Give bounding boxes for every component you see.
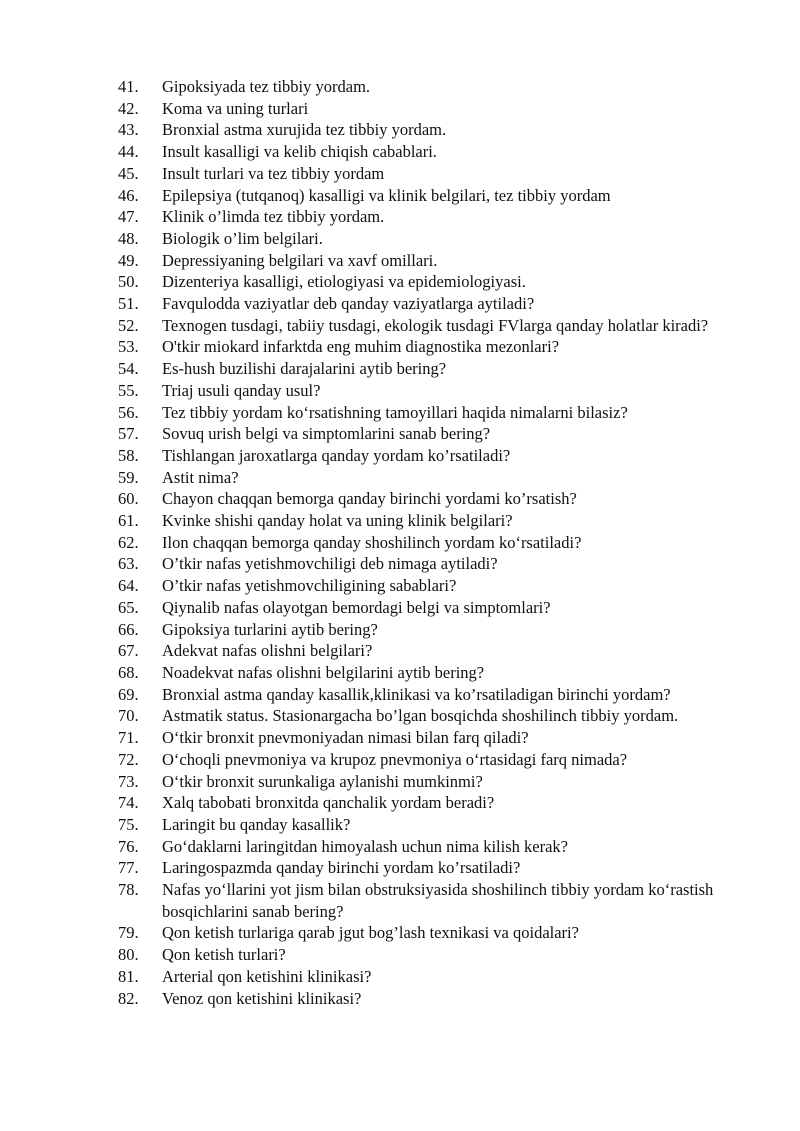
item-text: Es-hush buzilishi darajalarini aytib bering? xyxy=(162,359,447,379)
item-text: Tishlangan jaroxatlarga qanday yordam ko’rsatiladi? xyxy=(162,445,511,465)
list-item xyxy=(0,640,800,662)
list-item xyxy=(0,922,800,944)
list-item xyxy=(0,532,800,554)
item-text: O’tkir nafas yetishmovchiligi deb nimaga aytiladi? xyxy=(162,554,498,574)
item-number: 42. xyxy=(118,98,139,118)
list-item xyxy=(0,206,800,228)
list-item xyxy=(0,619,800,641)
item-text: Dizenteriya kasalligi, etiologiyasi va epidemiologiyasi. xyxy=(162,272,526,292)
item-text: Qon ketish turlariga qarab jgut bog’lash texnikasi va qoidalari? xyxy=(162,923,579,943)
item-text: Depressiyaning belgilari va xavf omillari. xyxy=(162,250,438,270)
list-item xyxy=(0,575,800,597)
list-item xyxy=(0,879,800,922)
item-text: Tez tibbiy yordam ko‘rsatishning tamoyillari haqida nimalarni bilasiz? xyxy=(162,402,628,422)
item-text: Laringospazmda qanday birinchi yordam ko’rsatiladi? xyxy=(162,858,521,878)
item-text: Astmatik status. Stasionargacha bo’lgan bosqichda shoshilinch tibbiy yordam. xyxy=(162,706,679,726)
item-number: 79. xyxy=(118,923,139,943)
item-number: 47. xyxy=(118,207,139,227)
item-number: 64. xyxy=(118,576,139,596)
item-number: 73. xyxy=(118,771,139,791)
list-item xyxy=(0,705,800,727)
list-item xyxy=(0,727,800,749)
item-text: O’tkir nafas yetishmovchiligining sabablari? xyxy=(162,576,457,596)
list-item xyxy=(0,944,800,966)
item-number: 82. xyxy=(118,988,139,1008)
item-number: 74. xyxy=(118,793,139,813)
list-item xyxy=(0,597,800,619)
item-number: 56. xyxy=(118,402,139,422)
list-item xyxy=(0,402,800,424)
item-text: Favqulodda vaziyatlar deb qanday vaziyatlarga aytiladi? xyxy=(162,294,535,314)
item-text: Triaj usuli qanday usul? xyxy=(162,380,321,400)
list-item xyxy=(0,749,800,771)
item-number: 53. xyxy=(118,337,139,357)
list-item xyxy=(0,228,800,250)
item-number: 50. xyxy=(118,272,139,292)
list-item xyxy=(0,684,800,706)
list-item xyxy=(0,250,800,272)
item-number: 52. xyxy=(118,315,139,335)
list-item xyxy=(0,293,800,315)
item-number: 62. xyxy=(118,532,139,552)
item-number: 66. xyxy=(118,619,139,639)
list-item xyxy=(0,836,800,858)
item-number: 60. xyxy=(118,489,139,509)
list-item xyxy=(0,358,800,380)
item-number: 69. xyxy=(118,684,139,704)
item-number: 75. xyxy=(118,814,139,834)
item-number: 54. xyxy=(118,359,139,379)
item-text: Koma va uning turlari xyxy=(162,98,309,118)
item-number: 71. xyxy=(118,728,139,748)
item-text: O‘choqli pnevmoniya va krupoz pnevmoniya o‘rtasidagi farq nimada? xyxy=(162,749,628,769)
list-item xyxy=(0,792,800,814)
list-item xyxy=(0,423,800,445)
item-number: 58. xyxy=(118,445,139,465)
item-number: 63. xyxy=(118,554,139,574)
item-text: Arterial qon ketishini klinikasi? xyxy=(162,966,372,986)
item-text: Xalq tabobati bronxitda qanchalik yordam beradi? xyxy=(162,793,495,813)
list-item xyxy=(0,553,800,575)
item-text: Sovuq urish belgi va simptomlarini sanab bering? xyxy=(162,424,491,444)
item-text: Laringit bu qanday kasallik? xyxy=(162,814,351,834)
item-text: Qon ketish turlari? xyxy=(162,945,286,965)
list-item xyxy=(0,966,800,988)
list-item xyxy=(0,336,800,358)
list-item xyxy=(0,76,800,98)
item-number: 70. xyxy=(118,706,139,726)
item-text: Gipoksiya turlarini aytib bering? xyxy=(162,619,378,639)
item-number: 45. xyxy=(118,163,139,183)
item-text: Biologik o’lim belgilari. xyxy=(162,228,323,248)
list-item xyxy=(0,771,800,793)
item-text: O'tkir miokard infarktda eng muhim diagnostika mezonlari? xyxy=(162,337,560,357)
list-item xyxy=(0,814,800,836)
item-number: 55. xyxy=(118,380,139,400)
item-number: 41. xyxy=(118,77,139,96)
item-text: Noadekvat nafas olishni belgilarini aytib bering? xyxy=(162,662,485,682)
item-number: 44. xyxy=(118,142,139,162)
item-text: Klinik o’limda tez tibbiy yordam. xyxy=(162,207,385,227)
list-item xyxy=(0,98,800,120)
item-number: 43. xyxy=(118,120,139,140)
item-number: 48. xyxy=(118,228,139,248)
item-number: 68. xyxy=(118,662,139,682)
item-text: Venoz qon ketishini klinikasi? xyxy=(162,988,362,1008)
list-item xyxy=(0,662,800,684)
item-text: O‘tkir bronxit pnevmoniyadan nimasi bilan farq qiladi? xyxy=(162,728,529,748)
item-number: 65. xyxy=(118,597,139,617)
item-number: 72. xyxy=(118,749,139,769)
list-item xyxy=(0,488,800,510)
item-number: 76. xyxy=(118,836,139,856)
item-text: Astit nima? xyxy=(162,467,239,487)
item-number: 80. xyxy=(118,945,139,965)
list-item xyxy=(0,271,800,293)
item-text: Go‘daklarni laringitdan himoyalash uchun nima kilish kerak? xyxy=(162,836,568,856)
item-text: Insult kasalligi va kelib chiqish cabablari. xyxy=(162,142,437,162)
list-item xyxy=(0,163,800,185)
item-number: 81. xyxy=(118,966,139,986)
list-item xyxy=(0,315,800,337)
item-text: Kvinke shishi qanday holat va uning klinik belgilari? xyxy=(162,511,513,531)
item-text: Qiynalib nafas olayotgan bemordagi belgi va simptomlari? xyxy=(162,597,551,617)
item-number: 77. xyxy=(118,858,139,878)
item-number: 51. xyxy=(118,294,139,314)
item-text: Gipoksiyada tez tibbiy yordam. xyxy=(162,77,371,96)
item-number: 46. xyxy=(118,185,139,205)
list-item xyxy=(0,445,800,467)
list-item xyxy=(0,141,800,163)
list-item xyxy=(0,380,800,402)
item-text: Adekvat nafas olishni belgilari? xyxy=(162,641,373,661)
item-number: 61. xyxy=(118,511,139,531)
list-item xyxy=(0,467,800,489)
list-item xyxy=(0,857,800,879)
item-text: Nafas yo‘llarini yot jism bilan obstruksiyasida shoshilinch tibbiy yordam ko‘rastish bosqichlarini sanab bering? xyxy=(162,880,714,921)
list-item xyxy=(0,510,800,532)
item-number: 49. xyxy=(118,250,139,270)
question-list xyxy=(0,76,800,1009)
item-text: Chayon chaqqan bemorga qanday birinchi yordami ko’rsatish? xyxy=(162,489,577,509)
item-text: Texnogen tusdagi, tabiiy tusdagi, ekologik tusdagi FVlarga qanday holatlar kiradi? xyxy=(162,315,709,335)
item-text: Ilon chaqqan bemorga qanday shoshilinch yordam ko‘rsatiladi? xyxy=(162,532,582,552)
list-item xyxy=(0,185,800,207)
item-number: 78. xyxy=(118,880,139,900)
item-text: Bronxial astma qanday kasallik,klinikasi va ko’rsatiladigan birinchi yordam? xyxy=(162,684,671,704)
item-number: 67. xyxy=(118,641,139,661)
item-number: 59. xyxy=(118,467,139,487)
list-item xyxy=(0,119,800,141)
list-item xyxy=(0,988,800,1010)
item-text: Bronxial astma xurujida tez tibbiy yordam. xyxy=(162,120,447,140)
item-number: 57. xyxy=(118,424,139,444)
item-text: Insult turlari va tez tibbiy yordam xyxy=(162,163,385,183)
item-text: O‘tkir bronxit surunkaliga aylanishi mumkinmi? xyxy=(162,771,483,791)
item-text: Epilepsiya (tutqanoq) kasalligi va klinik belgilari, tez tibbiy yordam xyxy=(162,185,611,205)
